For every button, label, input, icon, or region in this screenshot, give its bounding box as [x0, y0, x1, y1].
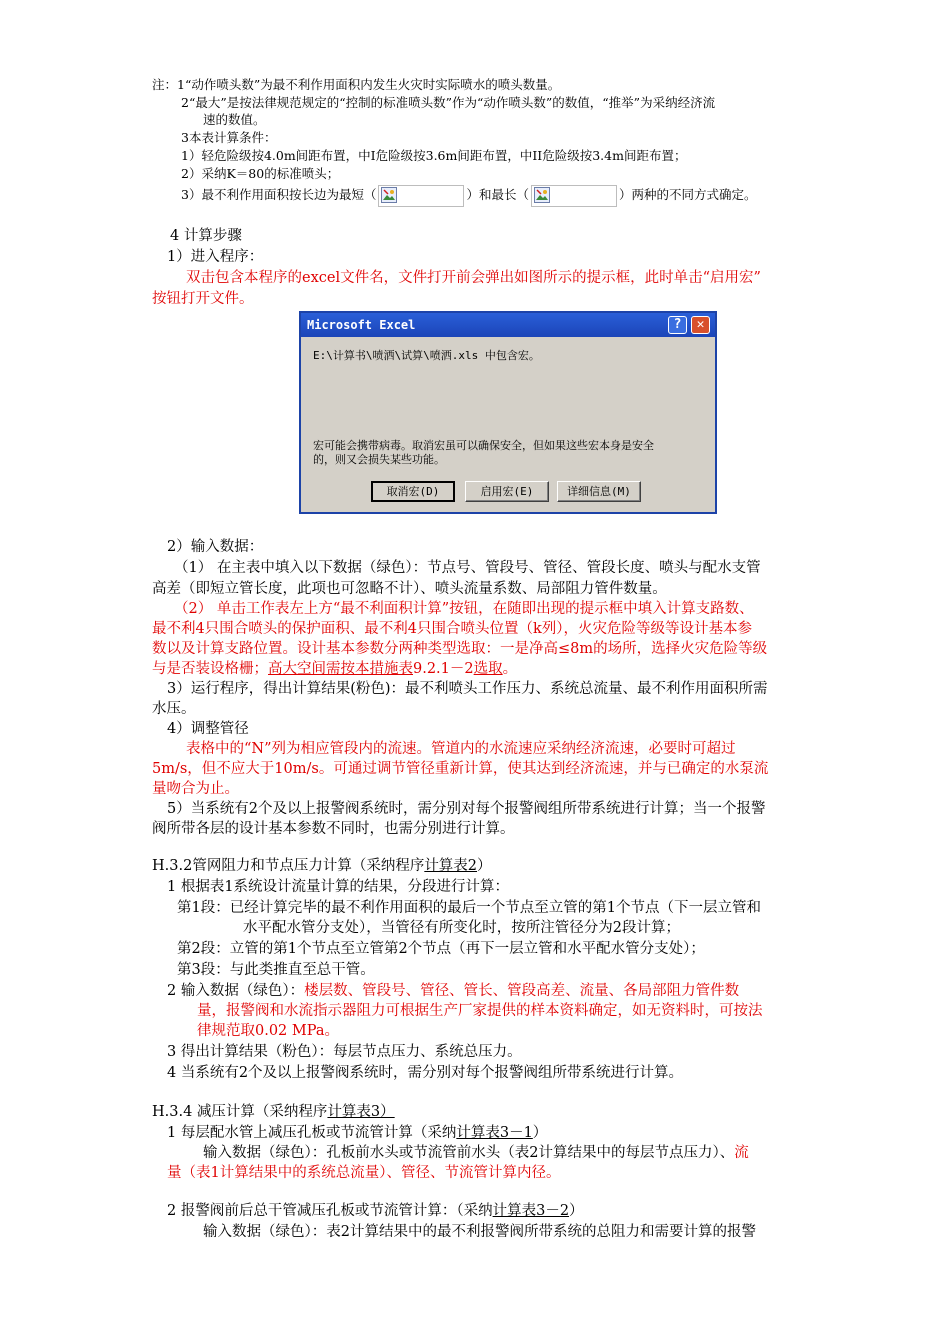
step-4-text-line3: 量吻合为止。 — [152, 781, 239, 797]
more-info-button[interactable]: 详细信息(M) — [557, 481, 641, 502]
formula-image-shortest — [378, 185, 464, 207]
condition-3-mid: ）和最长（ — [466, 187, 529, 202]
step-1-instruction: 双击包含本程序的excel文件名，文件打开前会弹出如图所示的提示框，此时单击“启用宏” — [186, 270, 761, 286]
input-p1-cont: 高差（即短立管长度，此项也可忽略不计）、喷头流量系数、局部阻力管件数量。 — [152, 581, 667, 597]
enable-macros-button[interactable]: 启用宏(E) — [465, 481, 549, 502]
condition-2: 2）采纳K＝80的标准喷头； — [181, 166, 340, 181]
h34-item-1-post: ） — [532, 1125, 548, 1141]
h32-item-2-label: 2 输入数据（绿色）： — [167, 983, 305, 999]
h32-item-2-fields: 楼层数、管段号、管径、管长、管段高差、流量、各局部阻力管件数 — [304, 983, 740, 999]
section-4-heading: 4 计算步骤 — [170, 228, 242, 244]
h32-item-4: 4 当系统有2个及以上报警阀系统时，需分别对每个报警阀组所带系统进行计算。 — [167, 1065, 684, 1081]
step-4-text: 表格中的“N”列为相应管段内的流速。管道内的水流速应采纳经济流速，必要时可超过 — [186, 741, 736, 757]
h32-title-post: ） — [477, 858, 492, 874]
h34-item-2-pre: 2 报警阀前后总干管减压孔板或节流管计算：（采纳 — [167, 1203, 493, 1219]
select-link[interactable]: 选取 — [473, 661, 503, 677]
step-4-text-line2: 5m/s，但不应大于10m/s。可通过调节管径重新计算，使其达到经济流速，并与已确定的水泵流 — [152, 761, 769, 777]
segment-1-cont: 水平配水管分支处），当管径有所变化时，按所注管径分为2段计算； — [243, 920, 680, 936]
condition-1: 1）轻危险级按4.0m间距布置，中I危险级按3.6m间距布置，中II危险级按3.4m间距布置； — [181, 148, 687, 163]
dialog-title-bar — [301, 313, 715, 337]
step-1: 1）进入程序： — [167, 249, 264, 265]
input-p2-line4-pre: 与是否装设格栅； — [152, 661, 268, 677]
h32-item-2-line2: 量，报警阀和水流指示器阻力可根据生产厂家提供的样本资料确定，如无资料时，可按法 — [197, 1003, 763, 1019]
input-p2-line4 — [152, 659, 517, 679]
note-3: 3本表计算条件： — [181, 130, 277, 145]
step-5-cont: 阀所带各层的设计基本参数不同时，也需分别进行计算。 — [152, 821, 515, 837]
h32-item-2 — [167, 981, 739, 1001]
help-button[interactable]: ? — [668, 316, 687, 334]
formula-image-longest — [531, 185, 617, 207]
close-button[interactable]: ✕ — [691, 316, 710, 334]
measure-table-link[interactable]: 高大空间需按本措施表 — [268, 661, 413, 677]
step-5: 5）当系统有2个及以上报警阀系统时，需分别对每个报警阀组所带系统进行计算；当一个报警 — [167, 801, 766, 817]
broken-image-icon — [534, 187, 550, 203]
dialog-title: Microsoft Excel — [307, 318, 416, 332]
step-3-cont: 水压。 — [152, 701, 196, 717]
h32-item-1: 1 根据表1系统设计流量计算的结果，分段进行计算： — [167, 879, 510, 895]
h34-item-1-pre: 1 每层配水管上减压孔板或节流管计算（采纳 — [167, 1125, 457, 1141]
calc-table-3-link[interactable]: 计算表3） — [327, 1104, 395, 1120]
h32-item-3: 3 得出计算结果（粉色）：每层节点压力、系统总压力。 — [167, 1044, 522, 1060]
calc-table-3-2-link[interactable]: 计算表3－2 — [492, 1203, 570, 1219]
segment-3: 第3段：与此类推直至总干管。 — [177, 962, 375, 978]
h32-item-2-line3: 律规范取0.02 MPa。 — [197, 1023, 339, 1039]
input-p2-line2: 最不利4只围合喷头的保护面积、最不利4只围合喷头位置（k列），火灾危险等级等设计基本参 — [152, 621, 752, 637]
note-2-cont: 速的数值。 — [203, 112, 266, 127]
h34-item-1-input-cont: 量（表1计算结果中的系统总流量）、管径、节流管计算内径。 — [167, 1165, 561, 1181]
dialog-warning — [313, 439, 654, 467]
h34-title-pre: H.3.4 减压计算（采纳程序 — [152, 1104, 328, 1120]
note-1: 注：1“动作喷头数”为最不利作用面积内发生火灾时实际喷水的喷头数量。 — [152, 77, 561, 92]
dialog-warning-line-2: 的，则又会损失某些功能。 — [313, 453, 445, 466]
segment-2: 第2段：立管的第1个节点至立管第2个节点（再下一层立管和水平配水管分支处）； — [177, 941, 705, 957]
macro-warning-dialog — [299, 311, 717, 514]
h34-item-1-input-red: 流 — [734, 1145, 749, 1161]
h34-item-2 — [167, 1201, 584, 1221]
broken-image-icon — [381, 187, 397, 203]
h34-item-2-post: ） — [569, 1203, 584, 1219]
h32-title-pre: H.3.2管网阻力和节点压力计算（采纳程序 — [152, 858, 425, 874]
condition-3 — [181, 184, 757, 207]
period: 。 — [502, 661, 518, 677]
step-4: 4）调整管径 — [167, 721, 249, 737]
condition-3-pre: 3）最不利作用面积按长边为最短（ — [181, 187, 377, 202]
condition-3-post: ）两种的不同方式确定。 — [618, 187, 757, 202]
h34-item-1-input-text: 输入数据（绿色）：孔板前水头或节流管前水头（表2计算结果中的每层节点压力）、 — [203, 1145, 735, 1161]
h32-heading — [152, 856, 492, 876]
input-p2-line3: 数以及计算支路位置。设计基本参数分两种类型选取：一是净高≤8m的场所，选择火灾危险等级 — [152, 641, 768, 657]
h34-item-1 — [167, 1123, 547, 1143]
h34-item-1-input — [203, 1143, 749, 1163]
h34-heading — [152, 1102, 395, 1122]
input-p2: （2） 单击工作表左上方“最不利面积计算”按钮，在随即出现的提示框中填入计算支路数、 — [174, 601, 754, 617]
dialog-message: E:\计算书\喷洒\试算\喷洒.xls 中包含宏。 — [313, 349, 540, 362]
dialog-warning-line-1: 宏可能会携带病毒。取消宏虽可以确保安全，但如果这些宏本身是安全 — [313, 439, 654, 452]
table-number: 9.2.1－2 — [413, 661, 474, 677]
step-3: 3）运行程序，得出计算结果(粉色)：最不利喷头工作压力、系统总流量、最不利作用面积所需 — [167, 681, 768, 697]
calc-table-2-link[interactable]: 计算表2 — [424, 858, 478, 874]
disable-macros-button[interactable]: 取消宏(D) — [371, 481, 455, 502]
calc-table-3-1-link[interactable]: 计算表3－1 — [456, 1125, 533, 1141]
step-2: 2）输入数据： — [167, 539, 264, 555]
h34-item-2-input: 输入数据（绿色）：表2计算结果中的最不利报警阀所带系统的总阻力和需要计算的报警 — [203, 1224, 756, 1240]
segment-1: 第1段：已经计算完毕的最不利作用面积的最后一个节点至立管的第1个节点（下一层立管和 — [177, 900, 761, 916]
step-1-instruction-cont: 按钮打开文件。 — [152, 291, 254, 307]
input-p1: （1） 在主表中填入以下数据（绿色）：节点号、管段号、管径、管段长度、喷头与配水支管 — [174, 560, 761, 576]
note-2: 2“最大”是按法律规范规定的“控制的标准喷头数”作为“动作喷头数”的数值，“推举”为采纳经济流 — [181, 95, 716, 110]
